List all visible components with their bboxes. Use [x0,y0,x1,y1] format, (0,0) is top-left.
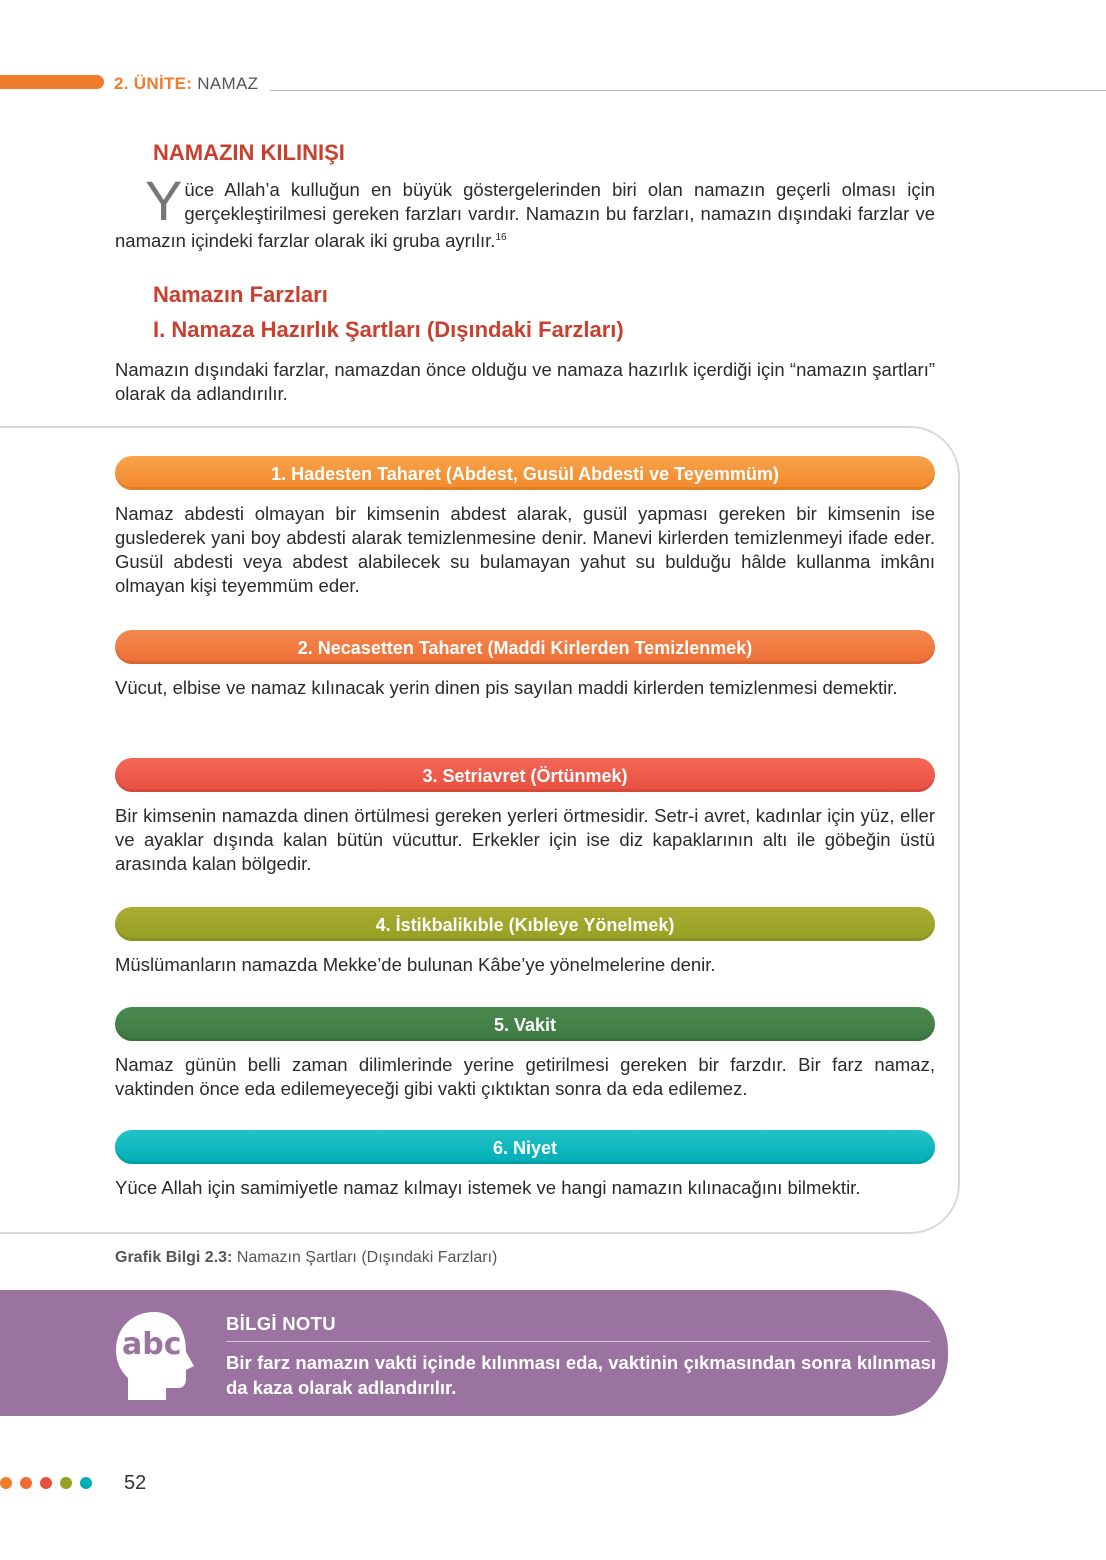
unit-label: 2. ÜNİTE: [114,74,193,93]
head-abc-icon [110,1308,200,1404]
header-divider [270,90,1106,91]
intro-text: üce Allah’a kulluğun en büyük göstergelerinden biri olan namazın geçerli olması için gerçekleştirilmesi gereken farzları vardır. Namazın bu farzları, namazın dışındaki farzlar ve namazın içindeki farzlar olarak iki gruba ayrılır. [115,179,935,252]
unit-header [114,74,258,94]
footer-dot [60,1477,72,1489]
caption-text: Namazın Şartları (Dışındaki Farzları) [236,1249,498,1266]
condition-text-4: Müslümanların namazda Mekke’de bulunan Kâbe’ye yönelmelerine denir. [115,954,716,975]
condition-text-5: Namaz günün belli zaman dilimlerinde yerine getirilmesi gereken bir farzdır. Bir farz namaz, vaktinden önce eda edilemeyeceği gibi vakti çıktıktan sonra da eda edilemez. [115,1054,935,1099]
subsection-heading: I. Namaza Hazırlık Şartları (Dışındaki Farzları) [153,317,624,342]
condition-text-2: Vücut, elbise ve namaz kılınacak yerin dinen pis sayılan maddi kirlerden temizlenmesi demektir. [115,677,898,698]
condition-title-5: 5. Vakit [115,1007,935,1041]
footer-dot [20,1477,32,1489]
caption-label: Grafik Bilgi 2.3: [115,1249,233,1266]
condition-title-1: 1. Hadesten Taharet (Abdest, Gusül Abdesti ve Teyemmüm) [115,456,935,490]
page-number: 52 [124,1472,147,1494]
condition-text-1: Namaz abdesti olmayan bir kimsenin abdest alarak, gusül yapması gereken bir kimsenin ise guslederek yani boy abdesti alarak temizlenmesine denir. Manevi kirlerden temizlenmeyi ifade eder. Gusül abdesti veya abdest alabilecek su bulamayan yahut su bulduğu hâlde kullanma imkânı olmayan kişi teyemmüm eder. [115,503,935,596]
section-heading: Namazın Farzları [153,282,328,307]
lead-paragraph: Namazın dışındaki farzlar, namazdan önce olduğu ve namaza hazırlık içerdiği için “namazın şartları” olarak da adlandırılır. [115,359,935,404]
footer-dot [0,1477,12,1489]
condition-text-6: Yüce Allah için samimiyetle namaz kılmayı istemek ve hangi namazın kılınacağını bilmektir. [115,1177,861,1198]
condition-title-2: 2. Necasetten Taharet (Maddi Kirlerden Temizlenmek) [115,630,935,664]
footer-dot [80,1477,92,1489]
figure-caption [115,1249,497,1267]
unit-topic: NAMAZ [197,74,259,93]
footer-dot [40,1477,52,1489]
header-accent-bar [0,75,104,89]
condition-title-6: 6. Niyet [115,1130,935,1164]
condition-title-4: 4. İstikbalikıble (Kıbleye Yönelmek) [115,907,935,941]
condition-text-3: Bir kimsenin namazda dinen örtülmesi gereken yerleri örtmesidir. Setr-i avret, kadınlar için yüz, eller ve ayaklar dışında kalan bütün vücuttur. Erkekler için ise diz kapaklarının altı ile göbeğin üstü arasında kalan bölgedir. [115,805,935,874]
drop-cap: Y [145,169,183,232]
condition-title-3: 3. Setriavret (Örtünmek) [115,758,935,792]
footnote-ref: 16 [495,232,507,243]
page-title: NAMAZIN KILINIŞI [153,140,345,165]
note-text: Bir farz namazın vakti içinde kılınması eda, vaktinin çıkmasından sonra kılınması da kaza olarak adlandırılır. [226,1352,936,1398]
head-icon-letters: abc [122,1327,182,1362]
intro-paragraph [115,169,935,253]
note-heading: BİLGİ NOTU [226,1313,930,1342]
